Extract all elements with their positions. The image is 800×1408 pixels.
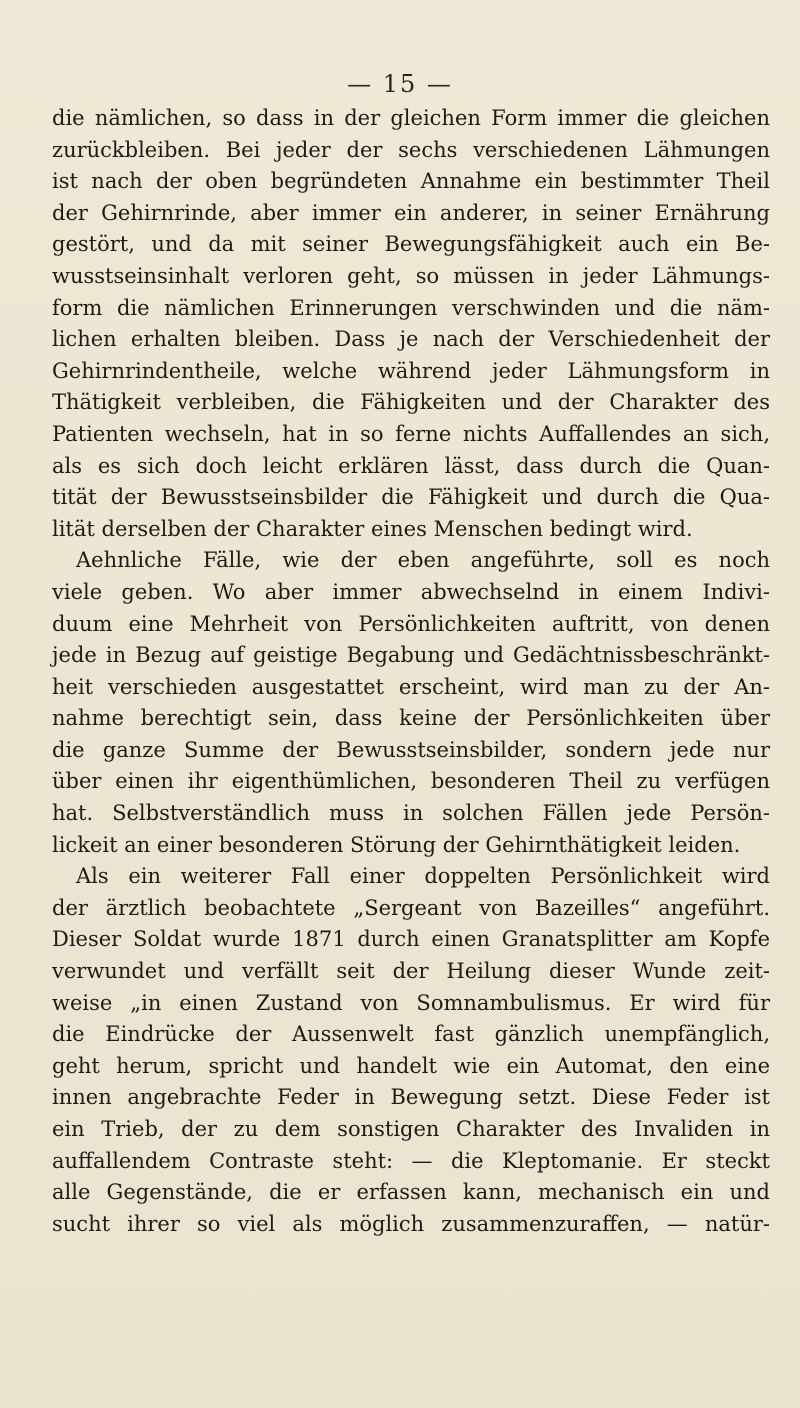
text-line: wusstseinsinhalt verloren geht, so müssen in jeder Lähmungs- xyxy=(52,263,770,288)
body-text xyxy=(52,103,770,1240)
text-line: Thätigkeit verbleiben, die Fähigkeiten und der Charakter des xyxy=(52,390,770,415)
text-line: gestört, und da mit seiner Bewegungsfähigkeit auch ein Be- xyxy=(52,232,770,257)
text-line: duum eine Mehrheit von Persönlichkeiten auftritt, von denen xyxy=(52,611,770,636)
text-line: viele geben. Wo aber immer abwechselnd in einem Indivi- xyxy=(52,579,770,604)
text-line: die ganze Summe der Bewusstseinsbilder, sondern jede nur xyxy=(52,737,770,762)
text-line: Gehirnrindentheile, welche während jeder Lähmungsform in xyxy=(52,358,770,383)
page-number: — 15 — xyxy=(347,70,453,98)
text-line: die nämlichen, so dass in der gleichen Form immer die gleichen xyxy=(52,106,770,130)
text-line: lichen erhalten bleiben. Dass je nach der Verschiedenheit der xyxy=(52,327,770,352)
text-line: heit verschieden ausgestattet erscheint, wird man zu der An- xyxy=(52,674,770,699)
text-line: tität der Bewusstseinsbilder die Fähigkeit und durch die Qua- xyxy=(52,485,770,510)
text-line: geht herum, spricht und handelt wie ein Automat, den eine xyxy=(52,1053,770,1078)
text-line: der ärztlich beobachtete „Sergeant von Bazeilles“ angeführt. xyxy=(52,895,770,920)
text-line: auffallendem Contraste steht: — die Kleptomanie. Er steckt xyxy=(52,1148,770,1173)
text-line: Als ein weiterer Fall einer doppelten Persönlichkeit wird xyxy=(76,864,770,889)
text-line: jede in Bezug auf geistige Begabung und Gedächtnissbeschränkt- xyxy=(52,643,770,668)
text-line: ist nach der oben begründeten Annahme ein bestimmter Theil xyxy=(52,169,770,194)
text-line: Dieser Soldat wurde 1871 durch einen Granatsplitter am Kopfe xyxy=(52,927,770,952)
text-line: innen angebrachte Feder in Bewegung setzt. Diese Feder ist xyxy=(52,1085,770,1110)
text-line: alle Gegenstände, die er erfassen kann, mechanisch ein und xyxy=(52,1180,770,1205)
text-line: die Eindrücke der Aussenwelt fast gänzlich unempfänglich, xyxy=(52,1022,770,1047)
text-line: der Gehirnrinde, aber immer ein anderer, in seiner Ernährung xyxy=(52,200,770,225)
text-line: Patienten wechseln, hat in so ferne nichts Auffallendes an sich, xyxy=(52,421,770,446)
text-line: ein Trieb, der zu dem sonstigen Charakter des Invaliden in xyxy=(52,1117,770,1141)
text-line: nahme berechtigt sein, dass keine der Persönlichkeiten über xyxy=(52,706,770,731)
text-line: verwundet und verfällt seit der Heilung dieser Wunde zeit- xyxy=(52,959,770,984)
text-line: form die nämlichen Erinnerungen verschwinden und die näm- xyxy=(52,295,770,320)
text-line: weise „in einen Zustand von Somnambulismus. Er wird für xyxy=(52,990,770,1015)
text-line: als es sich doch leicht erklären lässt, dass durch die Quan- xyxy=(52,453,770,478)
text-line: lität derselben der Charakter eines Menschen bedingt wird. xyxy=(52,516,693,541)
text-line: sucht ihrer so viel als möglich zusammenzuraffen, — natür- xyxy=(52,1211,770,1236)
text-line: über einen ihr eigenthümlichen, besonderen Theil zu verfügen xyxy=(52,769,770,794)
text-line: Aehnliche Fälle, wie der eben angeführte, soll es noch xyxy=(76,548,770,573)
text-line: zurückbleiben. Bei jeder der sechs verschiedenen Lähmungen xyxy=(52,137,770,162)
text-line: hat. Selbstverständlich muss in solchen Fällen jede Persön- xyxy=(52,801,770,826)
text-line: lickeit an einer besonderen Störung der Gehirnthätigkeit leiden. xyxy=(52,832,741,857)
